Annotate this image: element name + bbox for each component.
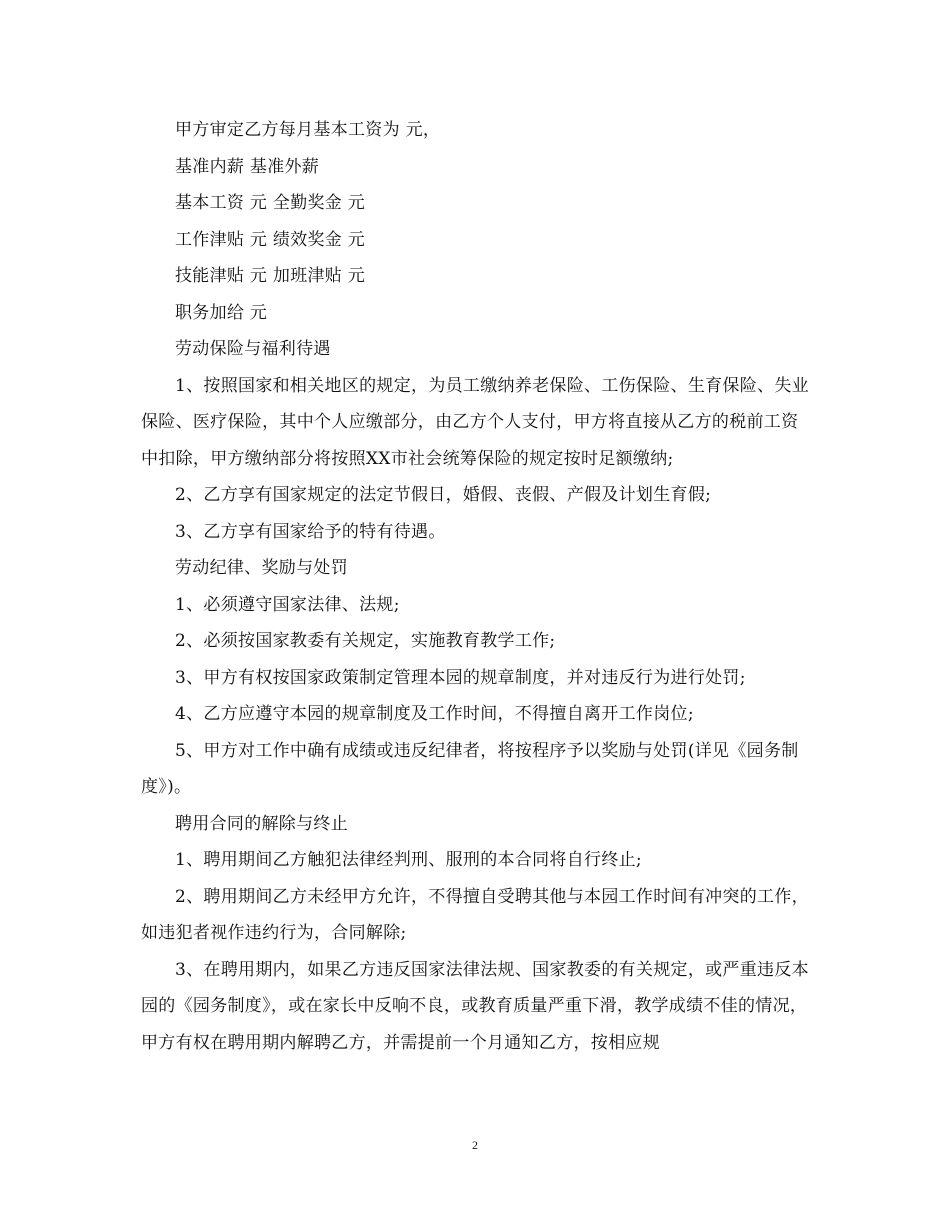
section-heading-termination: 聘用合同的解除与终止 <box>175 813 348 834</box>
paragraph-discipline-4: 4、乙方应遵守本园的规章制度及工作时间，不得擅自离开工作岗位; <box>175 704 694 724</box>
paragraph-insurance-1: 1、按照国家和相关地区的规定，为员工缴纳养老保险、工伤保险、生育保险、失业保险、医疗保险，其中个人应缴部分，由乙方个人支付，甲方将直接从乙方的税前工资中扣除，甲方缴纳部分将按照XX市社会统筹保险的规定按时足额缴纳; <box>141 375 809 469</box>
paragraph-discipline-3: 3、甲方有权按国家政策制定管理本园的规章制度，并对违反行为进行处罚; <box>175 667 746 688</box>
paragraph-salary-position: 职务加给 元 <box>175 302 268 323</box>
paragraph-salary-allowance: 工作津贴 元 绩效奖金 元 <box>175 229 366 250</box>
paragraph-insurance-3: 3、乙方享有国家给予的特有待遇。 <box>175 521 446 542</box>
paragraph-discipline-5: 5、甲方对工作中确有成绩或违反纪律者，将按程序予以奖励与处罚(详见《园务制度》)。 <box>141 740 799 797</box>
paragraph-salary-skill: 技能津贴 元 加班津贴 元 <box>175 266 366 286</box>
paragraph-salary-basic: 基本工资 元 全勤奖金 元 <box>175 193 366 213</box>
paragraph-salary-base-types: 基准内薪 基准外薪 <box>175 156 320 177</box>
section-heading-discipline: 劳动纪律、奖励与处罚 <box>175 558 348 578</box>
paragraph-insurance-2: 2、乙方享有国家规定的法定节假日，婚假、丧假、产假及计划生育假; <box>175 485 712 505</box>
paragraph-termination-3: 3、在聘用期内，如果乙方违反国家法律法规、国家教委的有关规定，或严重违反本园的《园务制度》，或在家长中反响不良，或教育质量严重下滑，教学成绩不佳的情况，甲方有权在聘用期内解聘乙方，并需提前一个月通知乙方，按相应规 <box>141 959 809 1053</box>
paragraph-discipline-1: 1、必须遵守国家法律、法规; <box>175 594 400 615</box>
paragraph-salary-intro: 甲方审定乙方每月基本工资为 元， <box>175 120 441 140</box>
paragraph-termination-2: 2、聘用期间乙方未经甲方允许，不得擅自受聘其他与本园工作时间有冲突的工作，如违犯者视作违约行为，合同解除; <box>141 886 809 943</box>
document-body <box>141 112 813 1061</box>
page-number: 2 <box>472 1138 478 1152</box>
section-heading-insurance: 劳动保险与福利待遇 <box>175 339 331 359</box>
paragraph-discipline-2: 2、必须按国家教委有关规定，实施教育教学工作; <box>175 631 556 651</box>
paragraph-termination-1: 1、聘用期间乙方触犯法律经判刑、服刑的本合同将自行终止; <box>175 850 642 870</box>
